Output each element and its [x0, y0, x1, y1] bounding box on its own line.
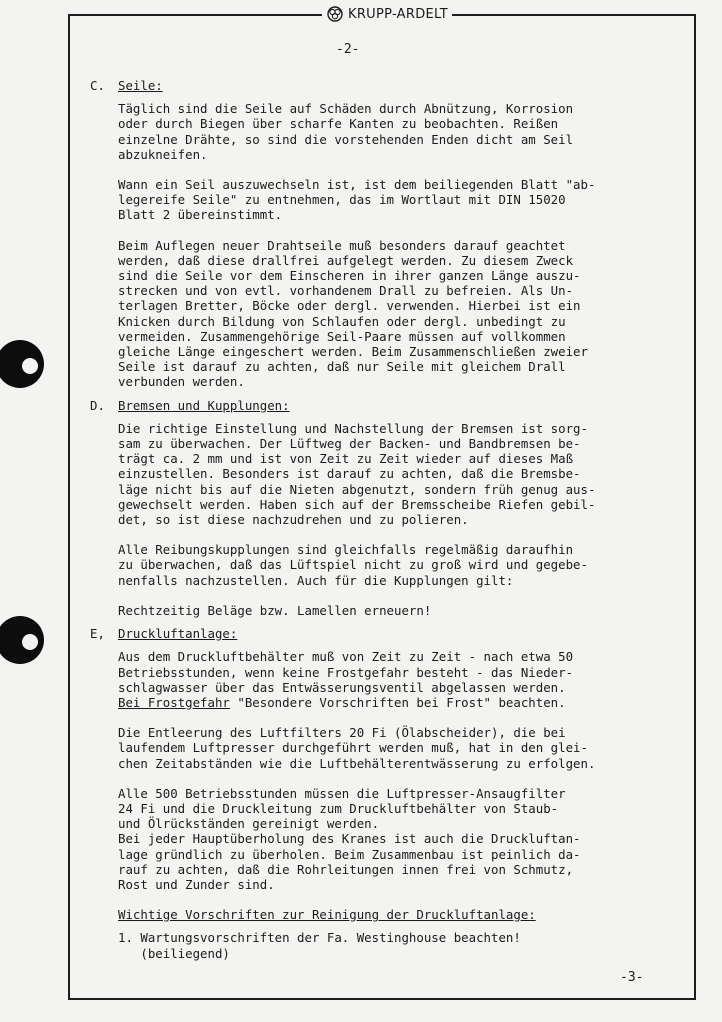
- page-number-next: -3-: [620, 970, 644, 985]
- paragraph: Die Entleerung des Luftfilters 20 Fi (Ölabscheider), die bei laufendem Luftpresser durchgeführt werden muß, hat in den glei- chen Zeitabständen wie die Luftbehälterentwässerung zu erfolgen.: [118, 725, 596, 771]
- section-heading: [90, 78, 690, 93]
- paragraph: Rechtzeitig Beläge bzw. Lamellen erneuern!: [118, 602, 432, 618]
- subsection-title: Wichtige Vorschriften zur Reinigung der Druckluftanlage:: [118, 907, 536, 923]
- paragraph: Alle Reibungskupplungen sind gleichfalls regelmäßig daraufhin zu überwachen, daß das Lüftspiel nicht zu groß wird und gegebe- nenfalls nachzustellen. Auch für die Kupplungen gilt:: [118, 542, 588, 588]
- header-brand: [322, 6, 452, 22]
- section-title: Seile:: [118, 78, 163, 93]
- section-title: Druckluftanlage:: [118, 626, 238, 642]
- paragraph: Aus dem Druckluftbehälter muß von Zeit zu Zeit - nach etwa 50 Betriebsstunden, wenn keine Frostgefahr besteht - das Nieder- schlagwasser über das Entwässerungsventil abgelassen werden.: [118, 649, 574, 695]
- section-title: Bremsen und Kupplungen:: [118, 397, 290, 413]
- krupp-rings-logo-icon: [326, 6, 344, 22]
- document-body: [90, 78, 690, 961]
- section-letter: C.: [90, 78, 105, 93]
- section-heading: [90, 626, 690, 641]
- section-heading: [90, 398, 690, 413]
- paragraph: Wann ein Seil auszuwechseln ist, ist dem beiliegenden Blatt "ab- legereife Seile" zu entnehmen, das im Wortlaut mit DIN 15020 Blatt 2 übereinstimmt.: [118, 177, 596, 223]
- paragraph-frost: [118, 695, 690, 710]
- punch-hole-lower: [0, 616, 44, 664]
- section-bremsen-kupplungen: [90, 398, 690, 618]
- section-letter: D.: [90, 397, 105, 413]
- paragraph: Beim Auflegen neuer Drahtseile muß besonders darauf geachtet werden, daß diese drallfrei aufgelegt werden. Zu diesem Zweck sind die Seile vor dem Einscheren in ihrer ganzen Länge auszu- strecken und von evtl. vorhandenem Drall zu befreien. Als Un- terlagen Bretter, Böcke oder dergl. verwenden. Hierbei ist ein Knicken durch Bildung von Schlaufen oder dergl. unbedingt zu vermeiden. Zusammengehörige Seil-Paare müssen auf vollkommen gleiche Länge eingeschert werden. Beim Zusammenschließen zweier Seile ist darauf zu achten, daß nur Seile mit gleichem Drall verbunden werden.: [118, 237, 588, 390]
- section-letter: E,: [90, 626, 105, 642]
- section-seile: [90, 78, 690, 390]
- brand-name: KRUPP-ARDELT: [348, 6, 449, 22]
- section-druckluftanlage: [90, 626, 690, 961]
- paragraph: Täglich sind die Seile auf Schäden durch Abnützung, Korrosion oder durch Biegen über scharfe Kanten zu beobachten. Reißen einzelne Drähte, so sind die vorstehenden Enden dicht am Seil abzukneifen.: [118, 101, 574, 162]
- page-number-top: -2-: [336, 42, 360, 57]
- paragraph: Alle 500 Betriebsstunden müssen die Luftpresser-Ansaugfilter 24 Fi und die Druckleitung zum Druckluftbehälter von Staub- und Ölrückständen gereinigt werden. Bei jeder Hauptüberholung des Kranes ist auch die Druckluftan- lage gründlich zu überholen. Beim Zusammenbau ist peinlich da- rauf zu achten, daß die Rohrleitungen innen frei von Schmutz, Rost und Zunder sind.: [118, 785, 581, 892]
- frost-label: Bei Frostgefahr: [118, 694, 230, 710]
- paragraph: Die richtige Einstellung und Nachstellung der Bremsen ist sorg- sam zu überwachen. Der Lüftweg der Backen- und Bandbremsen be- trägt ca. 2 mm und ist von Zeit zu Zeit wieder auf dieses Maß einzustellen. Besonders ist darauf zu achten, daß die Bremsbe- läge nicht bis auf die Nieten abgenutzt, sondern früh genug aus- gewechselt werden. Haben sich auf der Bremsscheibe Riefen gebil- det, so ist diese nachzudrehen und zu polieren.: [118, 420, 596, 528]
- list-item: 1. Wartungsvorschriften der Fa. Westinghouse beachten! (beiliegend): [118, 930, 521, 961]
- punch-hole-upper: [0, 340, 44, 388]
- frost-text: "Besondere Vorschriften bei Frost" beachten.: [229, 694, 566, 710]
